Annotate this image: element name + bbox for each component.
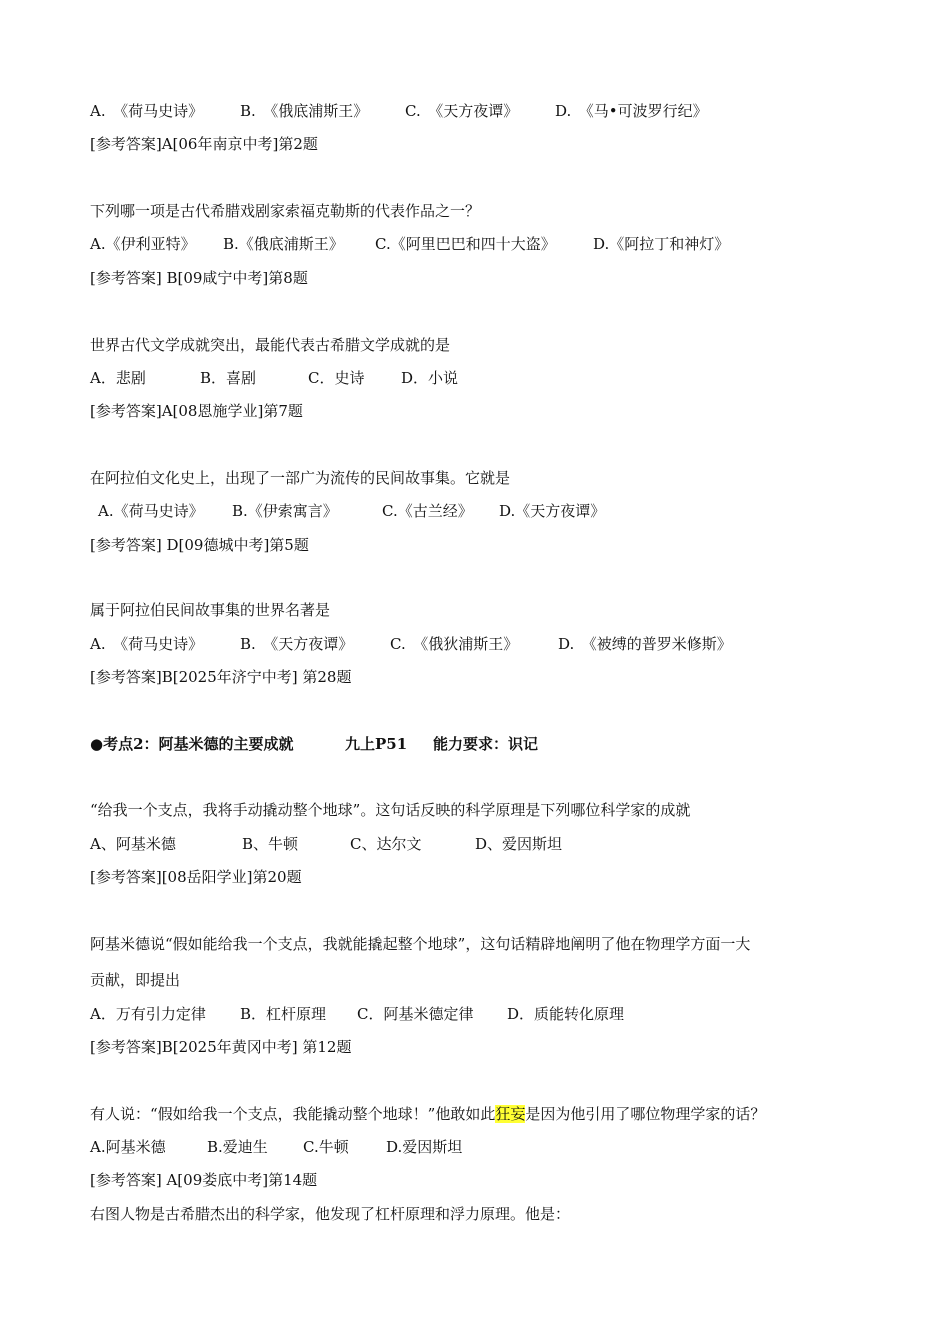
q3-option-a: A．悲剧 bbox=[90, 369, 146, 387]
q4-option-b: B.《伊索寓言》 bbox=[232, 502, 338, 520]
q5-option-c: C. 《俄狄浦斯王》 bbox=[390, 635, 519, 653]
q2-answer: [参考答案] B[09咸宁中考]第8题 bbox=[90, 269, 308, 287]
q2-options bbox=[90, 234, 729, 254]
q3-answer: [参考答案]A[08恩施学业]第7题 bbox=[90, 402, 303, 420]
section-heading bbox=[90, 734, 538, 754]
q7-answer: [参考答案]B[2025年黄冈中考] 第12题 bbox=[90, 1038, 352, 1056]
q8-option-c: C.牛顿 bbox=[303, 1138, 349, 1156]
q5-question: 属于阿拉伯民间故事集的世界名著是 bbox=[90, 601, 331, 619]
q8-question-post: 是因为他引用了哪位物理学家的话？ bbox=[525, 1105, 766, 1123]
q7-question-line1: 阿基米德说“假如能给我一个支点，我就能撬起整个地球”，这句话精辟地阐明了他在物理学方面一大 bbox=[90, 935, 751, 953]
q1-answer: [参考答案]A[06年南京中考]第2题 bbox=[90, 135, 318, 153]
q1-option-d: D. 《马•可波罗行纪》 bbox=[555, 102, 708, 120]
q6-question: “给我一个支点，我将手动撬动整个地球”。这句话反映的科学原理是下列哪位科学家的成就 bbox=[90, 801, 691, 819]
q4-option-c: C.《古兰经》 bbox=[382, 502, 473, 520]
q9-question: 右图人物是古希腊杰出的科学家，他发现了杠杆原理和浮力原理。他是： bbox=[90, 1205, 571, 1223]
q8-options bbox=[90, 1137, 462, 1157]
q6-option-b: B、牛顿 bbox=[242, 835, 299, 853]
q4-question: 在阿拉伯文化史上，出现了一部广为流传的民间故事集。它就是 bbox=[90, 469, 511, 487]
q4-answer: [参考答案] D[09德城中考]第5题 bbox=[90, 536, 309, 554]
q1-option-b: B. 《俄底浦斯王》 bbox=[240, 102, 369, 120]
q8-option-d: D.爱因斯坦 bbox=[386, 1138, 463, 1156]
q7-options bbox=[90, 1004, 624, 1024]
q8-question-highlight: 狂妄 bbox=[495, 1105, 526, 1123]
q2-option-a: A.《伊利亚特》 bbox=[90, 235, 196, 253]
q8-answer: [参考答案] A[09娄底中考]第14题 bbox=[90, 1171, 318, 1189]
q8-option-b: B.爱迪生 bbox=[207, 1138, 268, 1156]
q3-options bbox=[90, 368, 458, 388]
q5-options bbox=[90, 634, 732, 654]
q2-option-d: D.《阿拉丁和神灯》 bbox=[593, 235, 730, 253]
q7-option-c: C．阿基米德定律 bbox=[357, 1005, 474, 1023]
q4-option-d: D.《天方夜谭》 bbox=[499, 502, 606, 520]
q6-option-c: C、达尔文 bbox=[350, 835, 422, 853]
q5-option-d: D. 《被缚的普罗米修斯》 bbox=[558, 635, 732, 653]
q1-option-a: A. 《荷马史诗》 bbox=[90, 102, 204, 120]
q2-option-b: B.《俄底浦斯王》 bbox=[223, 235, 344, 253]
q5-answer: [参考答案]B[2025年济宁中考] 第28题 bbox=[90, 668, 352, 686]
q3-option-b: B．喜剧 bbox=[200, 369, 257, 387]
q6-option-d: D、爱因斯坦 bbox=[475, 835, 563, 853]
q1-options bbox=[90, 101, 708, 121]
q5-option-a: A. 《荷马史诗》 bbox=[90, 635, 204, 653]
q1-option-c: C. 《天方夜谭》 bbox=[405, 102, 519, 120]
q6-options bbox=[90, 834, 562, 854]
section-requirement: 能力要求：识记 bbox=[433, 735, 539, 753]
q2-option-c: C.《阿里巴巴和四十大盗》 bbox=[375, 235, 556, 253]
section-ref: 九上P51 bbox=[345, 735, 408, 753]
q5-option-b: B. 《天方夜谭》 bbox=[240, 635, 354, 653]
q4-option-a: A.《荷马史诗》 bbox=[98, 502, 204, 520]
q7-option-a: A．万有引力定律 bbox=[90, 1005, 206, 1023]
q8-option-a: A.阿基米德 bbox=[90, 1138, 166, 1156]
section-title: ●考点2：阿基米德的主要成就 bbox=[90, 735, 294, 753]
q8-question bbox=[90, 1104, 765, 1124]
q2-question: 下列哪一项是古代希腊戏剧家索福克勒斯的代表作品之一？ bbox=[90, 202, 481, 220]
q3-question: 世界古代文学成就突出，最能代表古希腊文学成就的是 bbox=[90, 336, 451, 354]
q7-question-line2: 贡献，即提出 bbox=[90, 971, 181, 989]
q7-option-b: B．杠杆原理 bbox=[240, 1005, 327, 1023]
q8-question-pre: 有人说：“假如给我一个支点，我能撬动整个地球！”他敢如此 bbox=[90, 1105, 496, 1123]
q6-answer: [参考答案][08岳阳学业]第20题 bbox=[90, 868, 302, 886]
q3-option-c: C．史诗 bbox=[308, 369, 365, 387]
q7-option-d: D．质能转化原理 bbox=[507, 1005, 625, 1023]
q3-option-d: D．小说 bbox=[401, 369, 459, 387]
q6-option-a: A、阿基米德 bbox=[90, 835, 176, 853]
q4-options bbox=[98, 501, 605, 521]
